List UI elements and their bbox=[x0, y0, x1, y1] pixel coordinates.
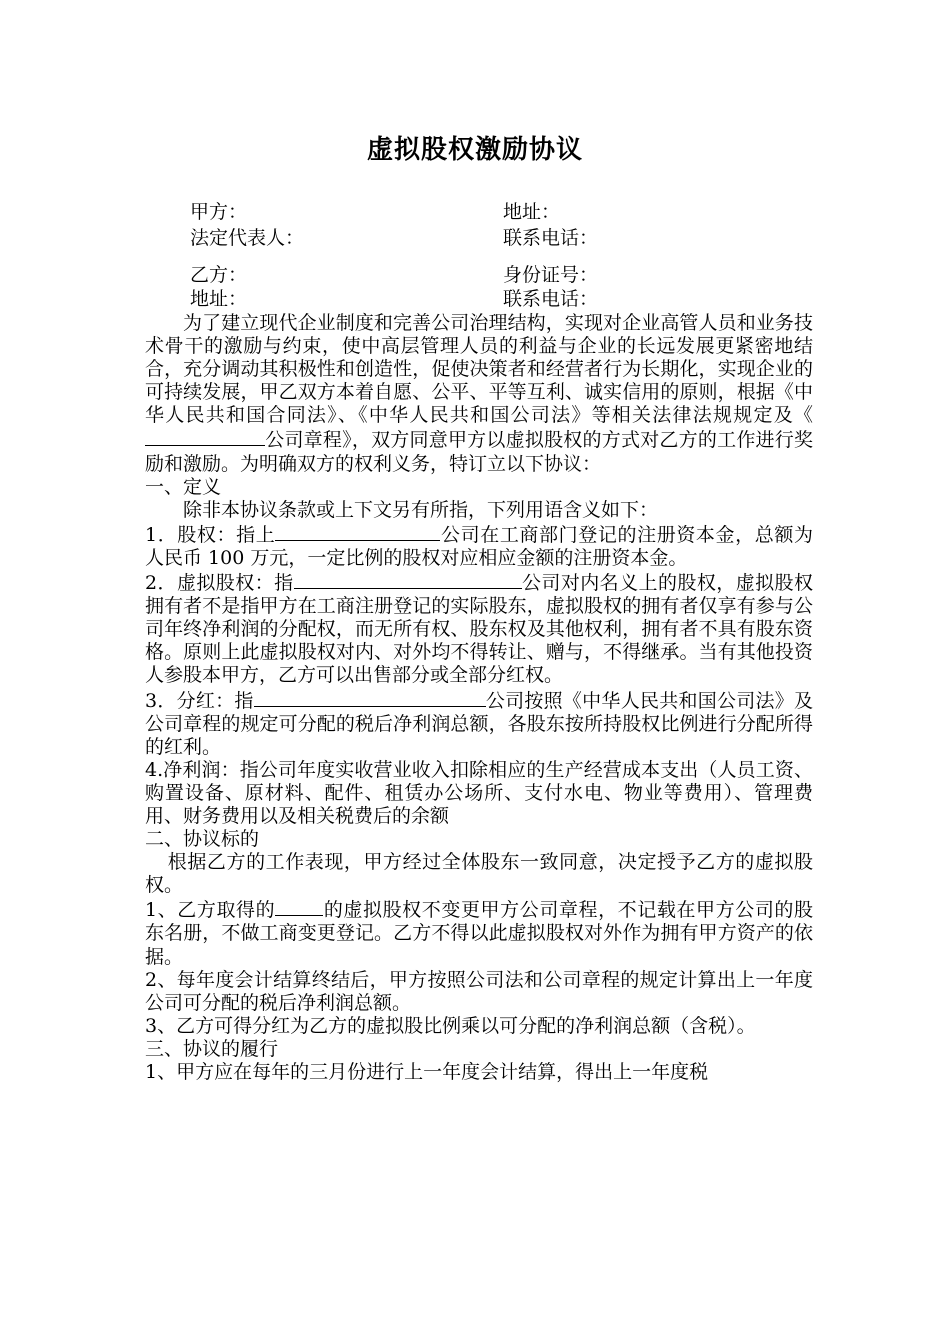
definition-2-lead: 2．虚拟股权：指 bbox=[145, 572, 294, 595]
definition-2-text: 公司对内名义上的股权，虚拟股权拥有者不是指甲方在工商注册登记的实际股东，虚拟股权的拥有者仅享有参与公司年终净利润的分配权，而无所有权、股东权及其他权利，拥有者不具有股东资格。原则上此虚拟股权对内、对外均不得转让、赠与，不得继承。当有其他投资人参股本甲方，乙方可以出售部分或全部分红权。 bbox=[145, 572, 813, 687]
company-name-blank[interactable] bbox=[145, 427, 265, 446]
definition-1-blank[interactable] bbox=[275, 522, 440, 541]
section-2-heading: 二、协议标的 bbox=[145, 828, 260, 851]
definition-3-lead: 3．分红：指 bbox=[145, 689, 254, 712]
agreement-body bbox=[145, 312, 813, 1084]
share-ratio-blank[interactable] bbox=[275, 897, 323, 916]
definition-3-text: 公司按照《中华人民共和国公司法》及公司章程的规定可分配的税后净利润总额，各股东按所持股权比例进行分配所得的红利。 bbox=[145, 689, 813, 758]
preamble-text-2: 公司章程》，双方同意甲方以虚拟股权的方式对乙方的工作进行奖励和激励。为明确双方的权利义务，特订立以下协议： bbox=[145, 429, 813, 475]
preamble-text-1: 为了建立现代企业制度和完善公司治理结构，实现对企业高管人员和业务技术骨干的激励与约束，使中高层管理人员的利益与企业的长远发展更紧密地结合，充分调动其积极性和创造性，促使决策者和经营者行为长期化，实现企业的可持续发展，甲乙双方本着自愿、公平、平等互利、诚实信用的原则，根据《中华人民共和国合同法》、《中华人民共和国公司法》等相关法律法规规定及《 bbox=[145, 312, 813, 427]
section-1-heading: 一、定义 bbox=[145, 475, 222, 498]
section-2-intro: 根据乙方的工作表现，甲方经过全体股东一致同意，决定授予乙方的虚拟股权。 bbox=[145, 851, 813, 897]
party-a-address-label: 地址： bbox=[503, 201, 561, 223]
party-a-phone-label: 联系电话： bbox=[503, 227, 599, 249]
section-3-item-1: 1、甲方应在每年的三月份进行上一年度会计结算，得出上一年度税 bbox=[145, 1061, 709, 1083]
party-b-phone-label: 联系电话： bbox=[503, 288, 599, 310]
party-b-id-label: 身份证号： bbox=[503, 264, 599, 286]
document-title: 虚拟股权激励协议 bbox=[366, 135, 583, 165]
party-a-rep-label: 法定代表人： bbox=[190, 227, 305, 249]
party-b-label: 乙方： bbox=[190, 264, 248, 286]
definition-1 bbox=[145, 522, 813, 570]
definition-3 bbox=[145, 688, 813, 759]
section-2-item-1-text: 的虚拟股权不变更甲方公司章程，不记载在甲方公司的股东名册，不做工商变更登记。乙方不得以此虚拟股权对外作为拥有甲方资产的依据。 bbox=[145, 899, 813, 968]
party-b-address-label: 地址： bbox=[190, 288, 248, 310]
definition-1-lead: 1．股权：指上 bbox=[145, 523, 276, 546]
preamble-paragraph bbox=[145, 312, 813, 476]
definition-2-blank[interactable] bbox=[294, 570, 522, 589]
definition-3-blank[interactable] bbox=[254, 688, 486, 707]
definition-2 bbox=[145, 570, 813, 687]
section-2-item-3: 3、乙方可得分红为乙方的虚拟股比例乘以可分配的净利润总额（含税）。 bbox=[145, 1014, 756, 1037]
party-a-label: 甲方： bbox=[190, 201, 248, 223]
section-3-heading: 三、协议的履行 bbox=[145, 1037, 279, 1060]
section-2-item-2: 2、每年度会计结算终结后，甲方按照公司法和公司章程的规定计算出上一年度公司可分配的税后净利润总额。 bbox=[145, 968, 813, 1014]
definition-intro: 除非本协议条款或上下文另有所指，下列用语含义如下： bbox=[183, 498, 659, 521]
definition-1-text: 公司在工商部门登记的注册资本金，总额为人民币 100 万元，一定比例的股权对应相应金额的注册资本金。 bbox=[145, 523, 813, 569]
section-2-item-1 bbox=[145, 897, 813, 968]
definition-4: 4.净利润：指公司年度实收营业收入扣除相应的生产经营成本支出（人员工资、购置设备、原材料、配件、租赁办公场所、支付水电、物业等费用）、管理费用、财务费用以及相关税费后的余额 bbox=[145, 758, 813, 827]
section-2-item-1-lead: 1、乙方取得的 bbox=[145, 899, 276, 922]
